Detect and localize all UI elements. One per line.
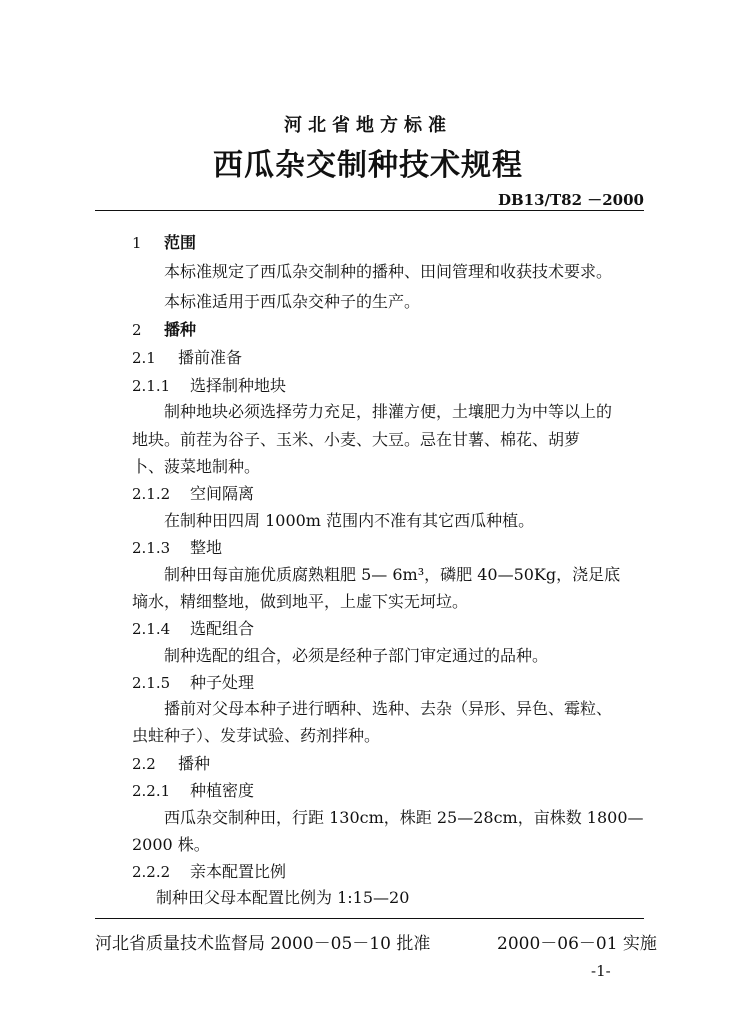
paragraph-line: 2000 株。 — [132, 835, 210, 854]
section-title: 亲本配置比例 — [190, 862, 287, 881]
approval-note: 河北省质量技术监督局 2000－05－10 批准 — [95, 934, 431, 954]
section-title: 空间隔离 — [190, 484, 255, 503]
section-title: 播种 — [164, 320, 197, 339]
paragraph-line: 虫蛀种子）、发芽试验、药剂拌种。 — [132, 726, 381, 745]
section-number: 1 — [132, 234, 142, 252]
section-number: 2.2 — [132, 755, 156, 773]
paragraph-line: 在制种田四周 1000m 范围内不准有其它西瓜种植。 — [164, 511, 535, 530]
section-title: 范围 — [164, 233, 197, 252]
footer-rule — [95, 918, 644, 919]
paragraph-line: 本标准规定了西瓜杂交制种的播种、田间管理和收获技术要求。 — [164, 262, 613, 281]
paragraph-line: 制种地块必须选择劳力充足，排灌方便，土壤肥力为中等以上的 — [164, 402, 613, 421]
effective-date: 2000－06－01 实施 — [497, 934, 657, 954]
paragraph-line: 墒水，精细整地，做到地平，上虚下实无坷垃。 — [132, 592, 469, 611]
section-title: 种植密度 — [190, 781, 255, 800]
section-number: 2.2.2 — [132, 863, 171, 881]
standard-code: DB13/T82 －2000 — [497, 191, 644, 209]
section-title: 选配组合 — [190, 619, 255, 638]
section-number: 2.1.4 — [132, 620, 171, 638]
paragraph-line: 卜、菠菜地制种。 — [132, 457, 261, 476]
section-number: 2.1.5 — [132, 674, 171, 692]
issuer-heading: 河北省地方标准 — [284, 115, 452, 136]
section-number: 2 — [132, 321, 142, 339]
section-title: 播种 — [178, 754, 211, 773]
header-rule — [95, 210, 644, 211]
paragraph-line: 制种田每亩施优质腐熟粗肥 5— 6m³，磷肥 40—50Kg，浇足底 — [164, 565, 621, 584]
section-number: 2.1.1 — [132, 377, 171, 395]
document-title: 西瓜杂交制种技术规程 — [213, 148, 523, 183]
section-title: 种子处理 — [190, 673, 255, 692]
section-title: 播前准备 — [178, 348, 243, 367]
paragraph-line: 西瓜杂交制种田，行距 130cm，株距 25—28cm，亩株数 1800— — [164, 808, 644, 827]
page-number: -1- — [591, 962, 611, 980]
paragraph-line: 地块。前茬为谷子、玉米、小麦、大豆。忌在甘薯、棉花、胡萝 — [132, 430, 581, 449]
section-title: 整地 — [190, 538, 223, 557]
paragraph-line: 制种田父母本配置比例为 1:15—20 — [156, 888, 410, 907]
paragraph-line: 制种选配的组合，必须是经种子部门审定通过的品种。 — [164, 646, 549, 665]
section-title: 选择制种地块 — [190, 376, 287, 395]
section-number: 2.1.2 — [132, 485, 171, 503]
paragraph-line: 播前对父母本种子进行晒种、选种、去杂（异形、异色、霉粒、 — [164, 699, 613, 718]
section-number: 2.1 — [132, 349, 156, 367]
section-number: 2.1.3 — [132, 539, 171, 557]
paragraph-line: 本标准适用于西瓜杂交种子的生产。 — [164, 292, 421, 311]
section-number: 2.2.1 — [132, 782, 171, 800]
